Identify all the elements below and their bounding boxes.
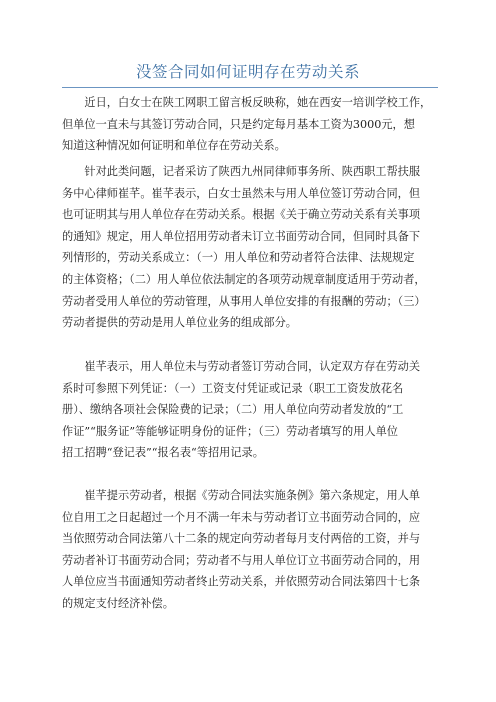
paragraph-line: 的规定支付经济补偿。 [62, 596, 174, 610]
document-title: 没签合同如何证明存在劳动关系 [135, 63, 360, 81]
paragraph-line: 的通知》规定，用人单位招用劳动者未订立书面劳动合同，但同时具备下 [62, 229, 421, 243]
paragraph-line: 位自用工之日起超过一个月不满一年未与劳动者订立书面劳动合同的，应 [62, 510, 421, 524]
paragraph-line: 招工招聘“登记表”“报名表“等招用记录。 [62, 446, 264, 460]
paragraph-2 [62, 161, 440, 334]
paragraph-line: 劳动者补订书面劳动合同；劳动者不与用人单位订立书面劳动合同的，用 [62, 553, 421, 567]
paragraph-line: 知道这种情况如何证明和单位存在劳动关系。 [62, 139, 286, 153]
paragraph-line: 册）、缴纳各项社会保险费的记录；（二）用人单位向劳动者发放的“工 [62, 403, 404, 417]
paragraph-line: 劳动者受用人单位的劳动管理，从事用人单位安排的有报酬的劳动；（三） [62, 294, 426, 308]
title-divider [62, 87, 438, 88]
paragraph-line: 崔芊提示劳动者，根据《劳动合同法实施条例》第六条规定，用人单 [62, 489, 421, 502]
paragraph-line: 针对此类问题，记者采访了陕西九州同律师事务所、陕西职工帮扶服 [62, 165, 421, 178]
paragraph-line: 也可证明其与用人单位存在劳动关系。根据《关于确立劳动关系有关事项 [62, 208, 421, 222]
paragraph-4 [62, 485, 440, 615]
paragraph-1 [62, 92, 440, 157]
paragraph-line: 当依照劳动合同法第八十二条的规定向劳动者每月支付两倍的工资，并与 [62, 532, 421, 546]
paragraph-line: 近日，白女士在陕工网职工留言板反映称，她在西安一培训学校工作， [62, 96, 432, 109]
paragraph-3 [62, 356, 440, 464]
paragraph-line: 人单位应当书面通知劳动者终止劳动关系，并依照劳动合同法第四十七条 [62, 575, 421, 589]
paragraph-line: 但单位一直未与其签订劳动合同，只是约定每月基本工资为3000元，想 [62, 117, 415, 131]
paragraph-line: 劳动者提供的劳动是用人单位业务的组成部分。 [62, 316, 297, 330]
paragraph-line: 崔芊表示，用人单位未与劳动者签订劳动合同，认定双方存在劳动关 [62, 360, 421, 373]
paragraph-line: 的主体资格；（二）用人单位依法制定的各项劳动规章制度适用于劳动者， [62, 272, 426, 286]
paragraph-line: 列情形的，劳动关系成立：（一）用人单位和劳动者符合法律、法规规定 [62, 251, 415, 265]
paragraph-line: 系时可参照下列凭证：（一）工资支付凭证或记录（职工工资发放花名 [62, 381, 404, 395]
paragraph-line: 作证”“服务证”等能够证明身份的证件；（三）劳动者填写的用人单位 [62, 424, 398, 438]
paragraph-line: 务中心律师崔芊。崔芊表示，白女士虽然未与用人单位签订劳动合同，但 [62, 186, 421, 200]
